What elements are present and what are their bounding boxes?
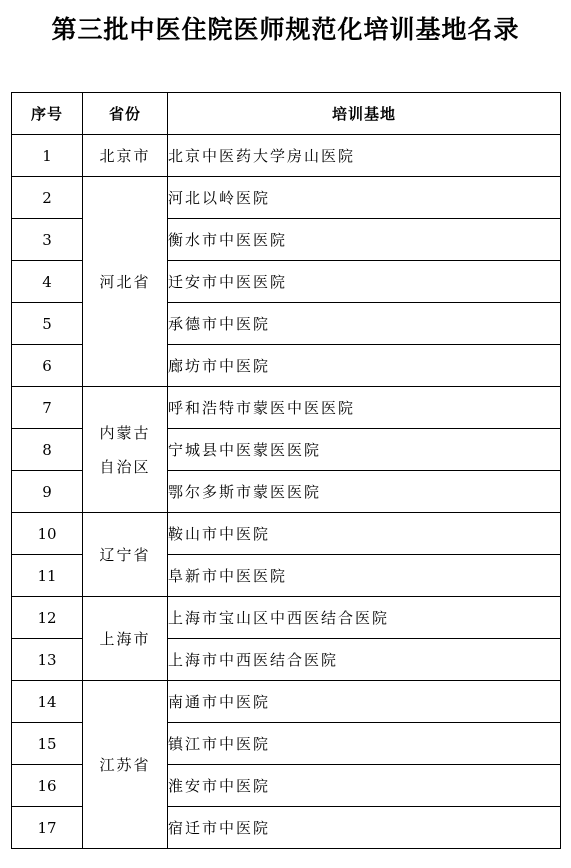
training-base-name: 上海市中西医结合医院: [168, 639, 561, 681]
row-index: 17: [12, 807, 83, 849]
province-cell: [83, 135, 168, 177]
header-province: 省份: [83, 93, 168, 135]
training-base-name: 淮安市中医院: [168, 765, 561, 807]
table-row: [12, 681, 561, 723]
training-base-name: 鄂尔多斯市蒙医医院: [168, 471, 561, 513]
row-index: 10: [12, 513, 83, 555]
training-base-name: 迁安市中医医院: [168, 261, 561, 303]
training-base-name: 呼和浩特市蒙医中医医院: [168, 387, 561, 429]
row-index: 6: [12, 345, 83, 387]
row-index: 11: [12, 555, 83, 597]
training-base-name: 鞍山市中医院: [168, 513, 561, 555]
header-base: 培训基地: [168, 93, 561, 135]
header-row: [12, 93, 561, 135]
training-base-name: 阜新市中医医院: [168, 555, 561, 597]
row-index: 14: [12, 681, 83, 723]
row-index: 13: [12, 639, 83, 681]
page-title: 第三批中医住院医师规范化培训基地名录: [51, 15, 520, 44]
training-base-name: 镇江市中医院: [168, 723, 561, 765]
training-base-name: 河北以岭医院: [168, 177, 561, 219]
province-name: 自治区: [99, 457, 151, 476]
row-index: 7: [12, 387, 83, 429]
training-base-name: 宁城县中医蒙医医院: [168, 429, 561, 471]
training-base-name: 南通市中医院: [168, 681, 561, 723]
province-name: 北京市: [99, 146, 151, 165]
table-row: [12, 387, 561, 429]
training-base-name: 北京中医药大学房山医院: [168, 135, 561, 177]
training-base-name: 承德市中医院: [168, 303, 561, 345]
row-index: 16: [12, 765, 83, 807]
row-index: 3: [12, 219, 83, 261]
province-name: 河北省: [99, 272, 151, 291]
row-index: 1: [12, 135, 83, 177]
table-row: [12, 177, 561, 219]
table-row: [12, 135, 561, 177]
training-base-name: 宿迁市中医院: [168, 807, 561, 849]
row-index: 15: [12, 723, 83, 765]
province-cell: [83, 513, 168, 597]
table-row: [12, 597, 561, 639]
province-cell: [83, 177, 168, 387]
row-index: 4: [12, 261, 83, 303]
table-row: [12, 513, 561, 555]
province-cell: [83, 387, 168, 513]
row-index: 2: [12, 177, 83, 219]
province-name: 内蒙古: [99, 423, 151, 442]
province-name: 江苏省: [99, 755, 151, 774]
training-base-table: [11, 92, 561, 849]
row-index: 12: [12, 597, 83, 639]
header-index: 序号: [12, 93, 83, 135]
training-base-name: 衡水市中医医院: [168, 219, 561, 261]
province-name: 辽宁省: [99, 545, 151, 564]
table-body: [12, 135, 561, 849]
province-name: 上海市: [99, 629, 151, 648]
table-header: [12, 93, 561, 135]
province-cell: [83, 597, 168, 681]
row-index: 5: [12, 303, 83, 345]
training-base-name: 上海市宝山区中西医结合医院: [168, 597, 561, 639]
row-index: 8: [12, 429, 83, 471]
row-index: 9: [12, 471, 83, 513]
training-base-name: 廊坊市中医院: [168, 345, 561, 387]
province-cell: [83, 681, 168, 849]
